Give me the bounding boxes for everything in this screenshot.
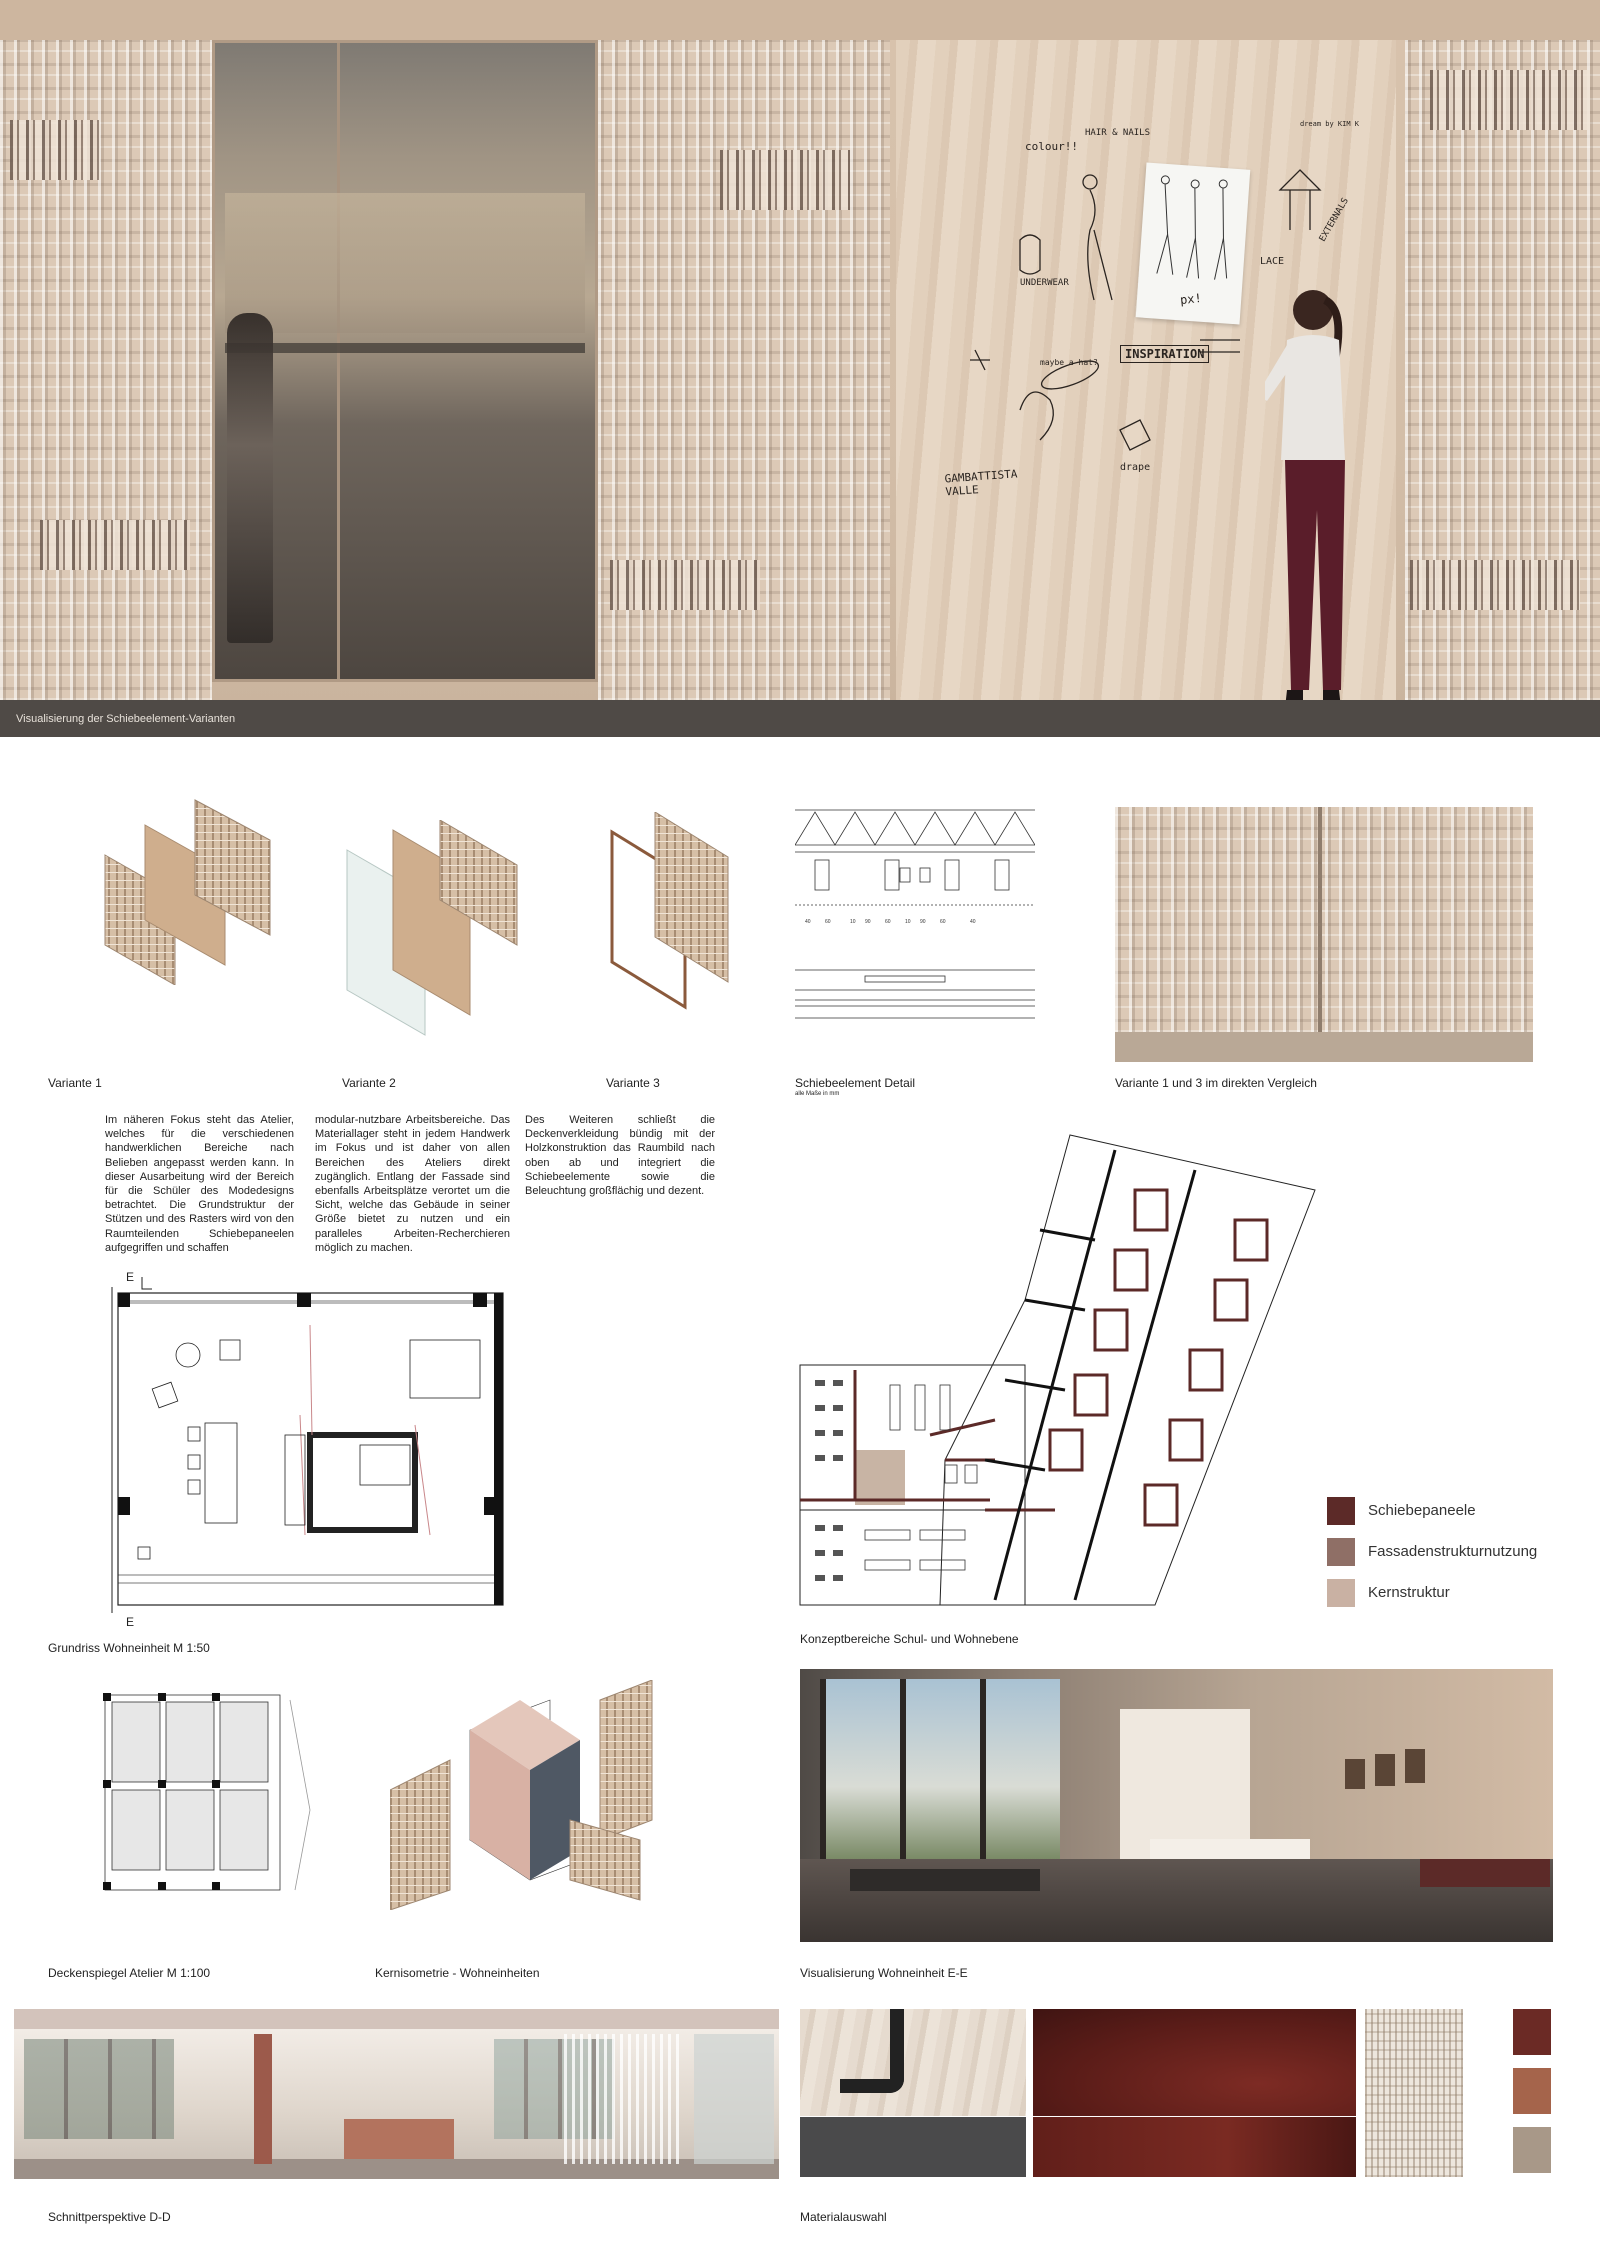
sketch-word: UNDERWEAR	[1020, 278, 1069, 288]
sliding-panel	[564, 2034, 684, 2164]
material-red-textile	[1033, 2009, 1356, 2116]
caption-detail-note: alle Maße in mm	[795, 1091, 840, 1097]
counter	[344, 2119, 454, 2159]
schiebeelement-detail-drawing	[795, 800, 1035, 1060]
panel-pattern	[10, 120, 100, 180]
text-column-1: Im näheren Fokus steht das Atelier, welches für die verschiedenen handwerklichen Bereiche nach Belieben angepasst werden kann. In dieser Ausarbeitung wird der Bereich für die Schüler des Modedesigns betrachtet. Die Grundstruktur der Stützen und des Rasters wird von den Raumteilenden Schiebepaneelen aufgegriffen und schaffen	[105, 1114, 294, 1254]
dim-label: 60	[885, 919, 891, 925]
picture-frame	[1345, 1759, 1365, 1789]
caption-schnitt: Schnittperspektive D-D	[48, 2210, 171, 2224]
material-black-profile	[840, 2009, 904, 2093]
material-swatch-red	[1513, 2009, 1551, 2055]
konzeptbereiche-plan	[795, 1130, 1325, 1610]
person-drawing	[1265, 280, 1360, 720]
caption-variante-2: Variante 2	[342, 1076, 396, 1090]
glass-sliding-panel	[212, 40, 598, 682]
hero-visualization	[0, 0, 1600, 737]
caption-konzept: Konzeptbereiche Schul- und Wohnebene	[800, 1632, 1019, 1646]
sketch-word: dream by KIM K	[1300, 120, 1360, 128]
window-band	[24, 2039, 174, 2139]
sketch-word: LACE	[1260, 256, 1285, 267]
panel-pattern	[1410, 560, 1580, 610]
floor	[0, 700, 1600, 737]
bench	[850, 1869, 1040, 1891]
dim-label: 60	[825, 919, 831, 925]
legend-swatch-fassadenstruktur	[1327, 1538, 1355, 1566]
deckenspiegel-plan	[100, 1690, 320, 1895]
panel-pattern	[610, 560, 760, 610]
variante-2-isometric	[345, 820, 535, 1040]
atelier-interior	[225, 193, 585, 333]
material-dark-stone	[800, 2117, 1026, 2177]
ceiling-beam	[0, 0, 1600, 40]
hero-caption: Visualisierung der Schiebeelement-Varianten	[16, 713, 236, 725]
sketch-word: px!	[1179, 290, 1203, 308]
schnittperspektive-image	[14, 2009, 779, 2179]
dim-label: 60	[940, 919, 946, 925]
dim-label: 40	[970, 919, 976, 925]
vergleich-image	[1115, 807, 1533, 1032]
caption-deckenspiegel: Deckenspiegel Atelier M 1:100	[48, 1966, 211, 1980]
grundriss-wohneinheit-plan	[100, 1275, 510, 1625]
sketch-word: GAMBATTISTA VALLE	[944, 467, 1018, 499]
text-column-3: Des Weiteren schließt die Deckenverkleidung bündig mit der Holzkonstruktion das Raumbild nach oben ab und integriert die Schiebeelemente sowie die Beleuchtung großflächig und dezent.	[525, 1114, 715, 1198]
variante-3-isometric	[610, 812, 740, 1012]
legend-label: Kernstruktur	[1368, 1584, 1450, 1601]
ceiling	[14, 2009, 779, 2029]
legend-label: Schiebepaneele	[1368, 1502, 1476, 1519]
sketch-word: maybe a hat?	[1040, 358, 1098, 367]
panel-pattern	[1430, 70, 1590, 130]
caption-grundriss: Grundriss Wohneinheit M 1:50	[48, 1641, 210, 1655]
material-woven-panel	[1365, 2009, 1463, 2177]
caption-material: Materialauswahl	[800, 2210, 887, 2224]
sketch-word: drape	[1120, 462, 1151, 473]
kitchen-wall	[1120, 1709, 1250, 1859]
panel-pattern	[40, 520, 190, 570]
legend-label: Fassadenstrukturnutzung	[1368, 1543, 1538, 1560]
material-red-lacquer	[1033, 2117, 1356, 2177]
dim-label: 10	[850, 919, 856, 925]
dim-label: 90	[920, 919, 926, 925]
kernisometrie-drawing	[390, 1680, 700, 1910]
caption-detail: Schiebeelement Detail	[795, 1076, 916, 1090]
caption-variante-3: Variante 3	[606, 1076, 660, 1090]
dim-label: 90	[865, 919, 871, 925]
sketch-word: colour!!	[1025, 140, 1078, 153]
text-column-2: modular-nutzbare Arbeitsbereiche. Das Materiallager steht in jedem Handwerk im Fokus und ist daher von allen Bereichen des Ateliers direkt zugänglich. Entlang der Fassade sind ebenfalls Arbeitsplätze verortet um die Sicht, welche das Gebäude in seiner Größe bietet zu nutzen und ein paralleles Arbeiten-Recherchieren möglich zu machen.	[315, 1114, 510, 1254]
picture-frame	[1405, 1749, 1425, 1783]
material-light-wood	[800, 2009, 1026, 2116]
dim-label: 10	[905, 919, 911, 925]
glass-frame	[337, 43, 340, 679]
dim-label: 40	[805, 919, 811, 925]
legend-swatch-schiebepaneele	[1327, 1497, 1355, 1525]
section-marker-top: E	[126, 1270, 135, 1284]
railing	[225, 343, 585, 353]
material-swatch-taupe	[1513, 2127, 1551, 2173]
caption-variante-1: Variante 1	[48, 1076, 102, 1090]
sketch-word: INSPIRATION	[1120, 345, 1209, 363]
sketch-word: EXTERNALS	[1317, 196, 1351, 244]
legend-swatch-kernstruktur	[1327, 1579, 1355, 1607]
panel-pattern	[720, 150, 850, 210]
vergleich-floor	[1115, 1032, 1533, 1062]
picture-frame	[1375, 1754, 1395, 1786]
variante-1-isometric	[100, 795, 290, 985]
glass-wall	[694, 2034, 774, 2164]
caption-visualisierung: Visualisierung Wohneinheit E-E	[800, 1966, 968, 1980]
material-swatch-terracotta	[1513, 2068, 1551, 2114]
window-mullions	[820, 1679, 1060, 1859]
column-panel	[254, 2034, 272, 2164]
vergleich-divider	[1318, 807, 1322, 1032]
person-behind-glass	[227, 313, 273, 643]
visualisierung-image	[800, 1669, 1553, 1942]
caption-kernisometrie: Kernisometrie - Wohneinheiten	[375, 1966, 540, 1980]
caption-vergleich: Variante 1 und 3 im direkten Vergleich	[1115, 1076, 1317, 1090]
red-bench	[1420, 1859, 1550, 1887]
section-marker-bottom: E	[126, 1615, 135, 1629]
sketch-word: HAIR & NAILS	[1085, 128, 1151, 138]
